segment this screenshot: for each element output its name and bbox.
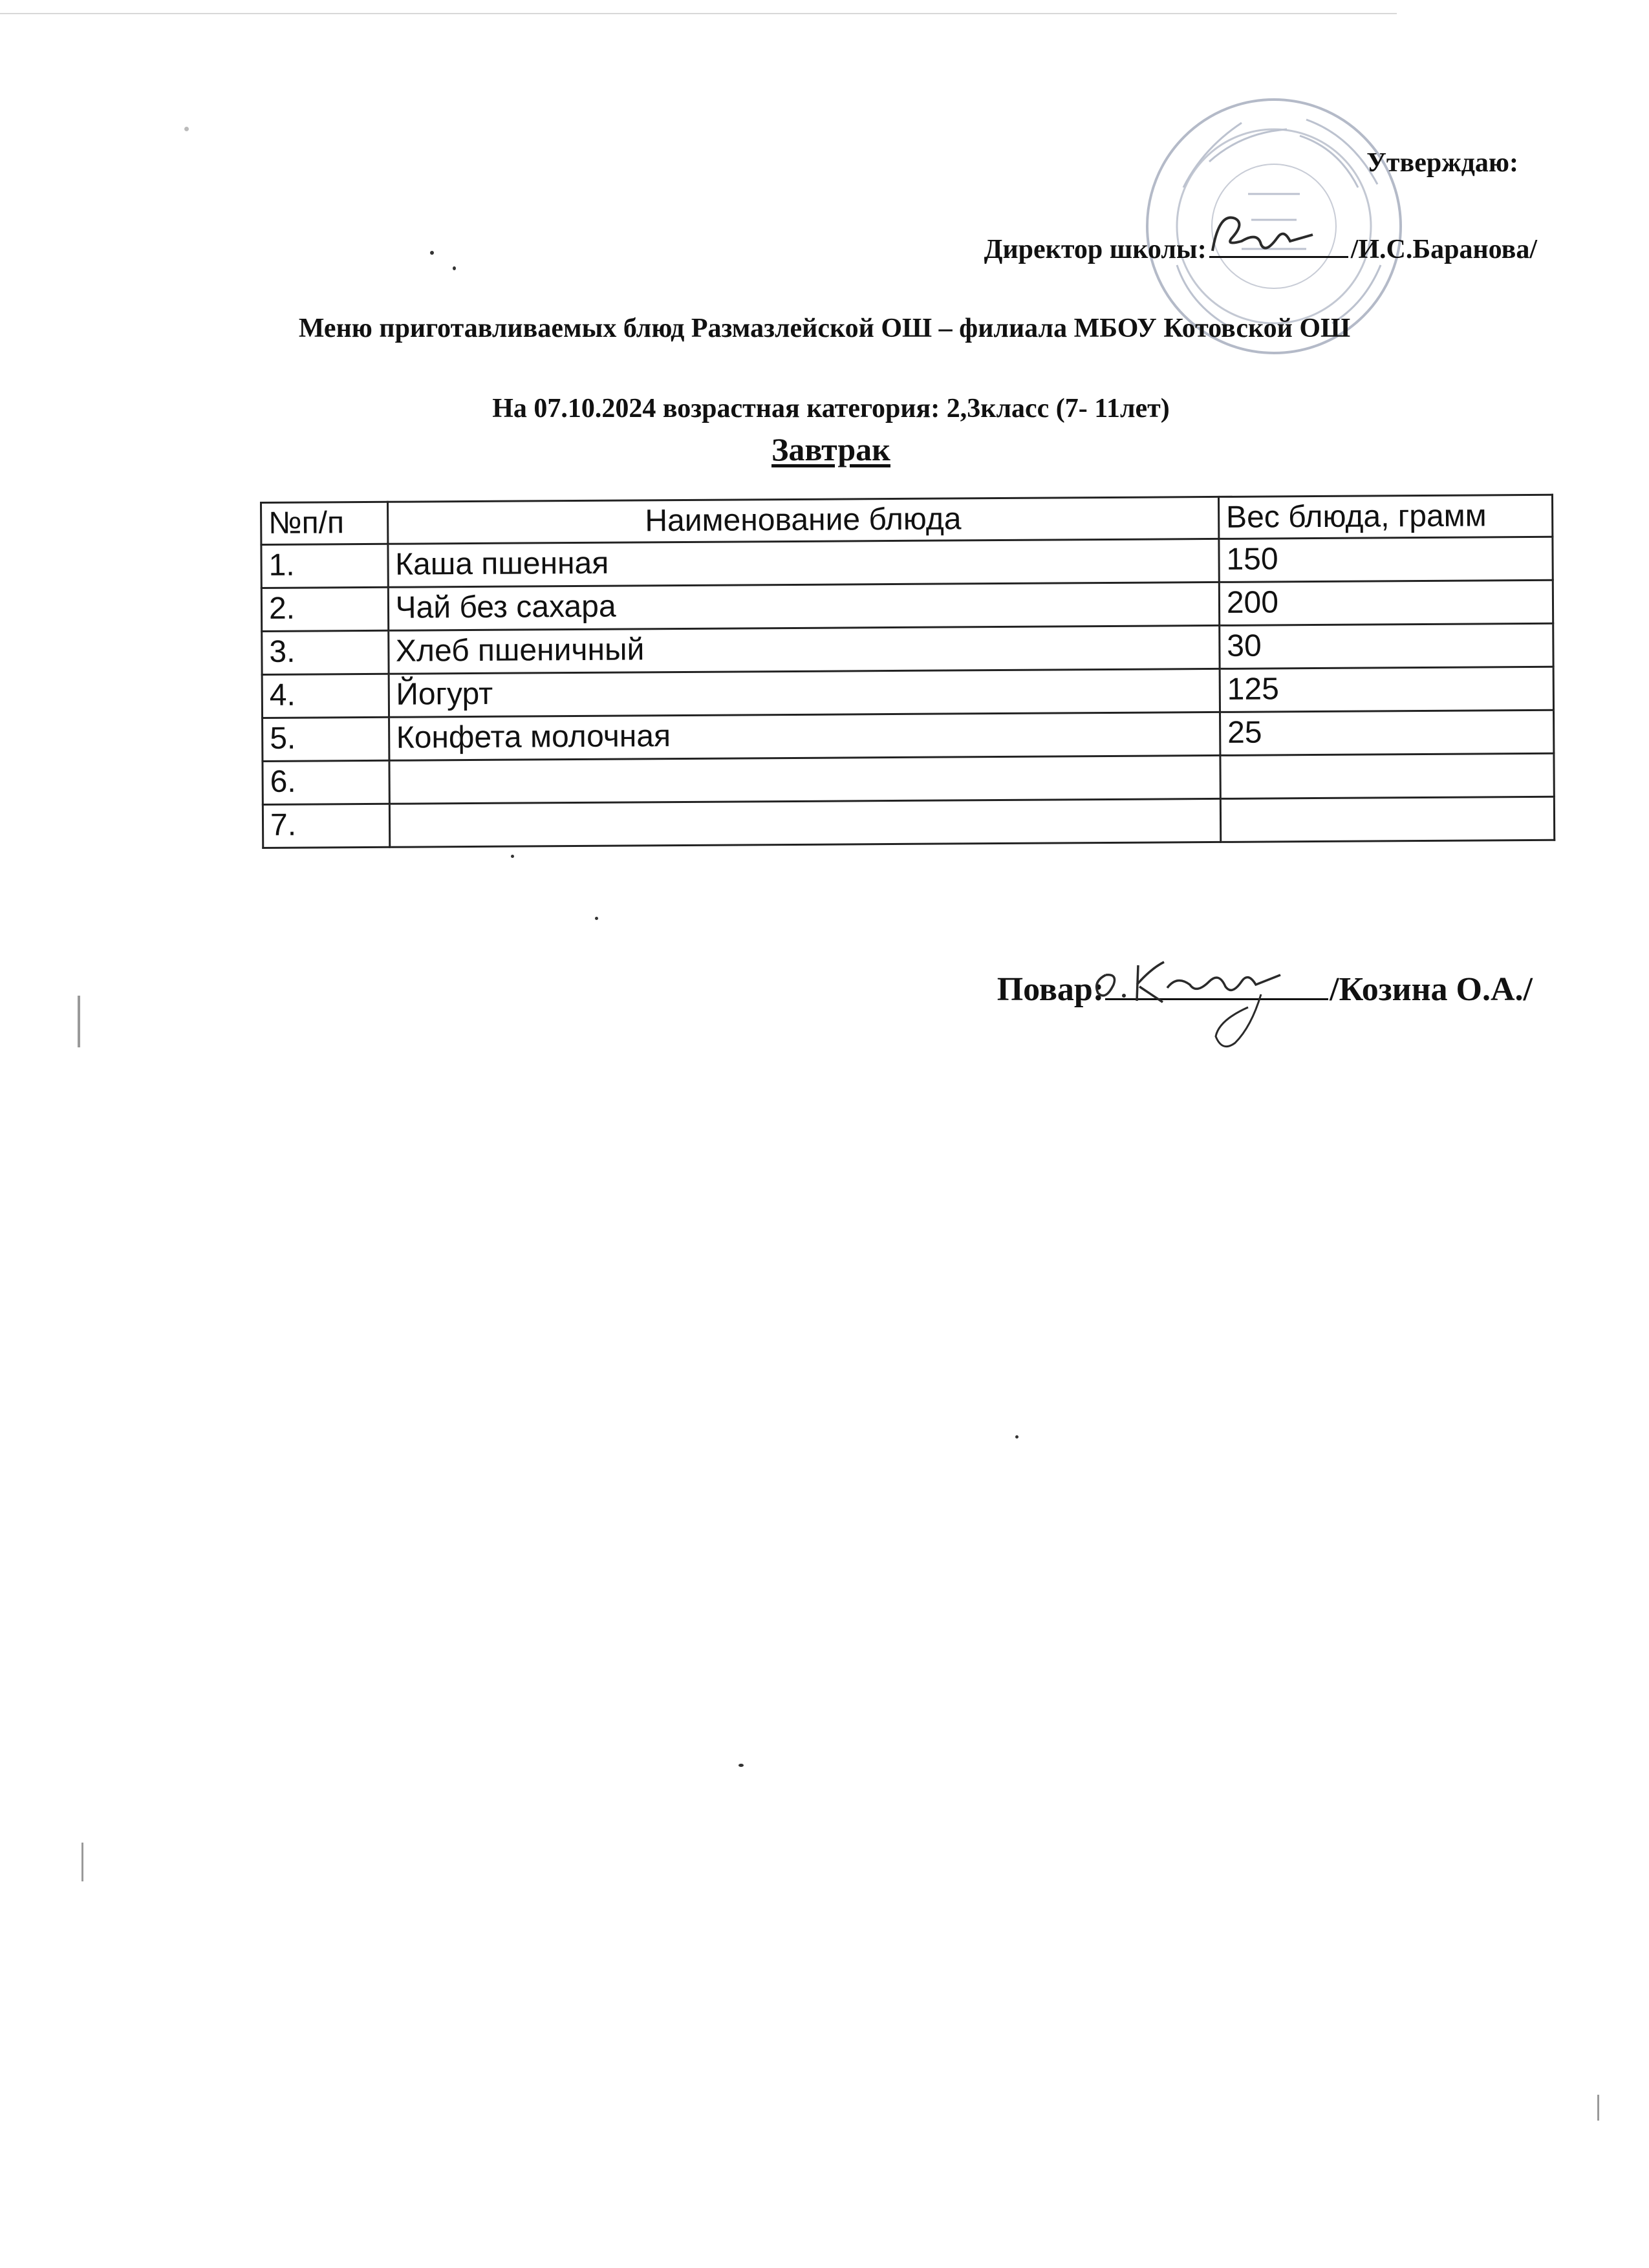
- document-title: Меню приготавливаемых блюд Размазлейской ОШ – филиала МБОУ Котовской ОШ: [298, 314, 1351, 343]
- cook-name: /Козина О.А./: [1330, 971, 1533, 1008]
- row-number: 6.: [263, 760, 389, 804]
- table-row: [261, 537, 1553, 588]
- dish-weight: 25: [1220, 710, 1553, 755]
- cook-label: Повар:: [997, 971, 1105, 1008]
- table-row: [262, 623, 1553, 674]
- row-number: 4.: [262, 674, 389, 718]
- scan-speck: [511, 855, 514, 858]
- dish-weight: [1220, 797, 1554, 842]
- dish-weight: [1220, 753, 1554, 798]
- director-signature: [1206, 206, 1322, 264]
- dish-name: Хлеб пшеничный: [388, 625, 1220, 674]
- row-number: 5.: [263, 717, 389, 761]
- scan-speck: [184, 127, 189, 131]
- table-row: [263, 753, 1554, 804]
- scan-edge-mark: [78, 996, 80, 1047]
- scan-speck: [453, 266, 456, 270]
- dish-name: Каша пшенная: [387, 539, 1219, 587]
- scan-edge-mark: [81, 1843, 83, 1881]
- scan-speck: [430, 251, 434, 255]
- table-header-row: [261, 495, 1553, 544]
- scan-edge-mark: [1597, 2095, 1599, 2121]
- dish-name: Йогурт: [389, 669, 1220, 717]
- scan-speck: [738, 1764, 744, 1767]
- scan-speck: [595, 917, 598, 920]
- dish-weight: 125: [1220, 667, 1553, 712]
- table-row: [263, 797, 1554, 848]
- header-number: №п/п: [261, 502, 388, 544]
- table-row: [261, 580, 1553, 631]
- row-number: 2.: [261, 587, 388, 631]
- approval-label: Утверждаю:: [1366, 148, 1518, 178]
- meal-heading: Завтрак: [771, 431, 890, 467]
- row-number: 3.: [262, 630, 389, 674]
- table-row: [262, 667, 1553, 718]
- dish-name: Конфета молочная: [389, 712, 1220, 760]
- director-label: Директор школы:: [984, 235, 1207, 264]
- dish-name: [389, 798, 1221, 847]
- scan-edge-mark: [0, 13, 1397, 14]
- scan-speck: [1015, 1435, 1018, 1439]
- date-and-age-category: На 07.10.2024 возрастная категория: 2,3класс (7- 11лет): [492, 394, 1170, 423]
- header-weight: Вес блюда, грамм: [1218, 495, 1552, 539]
- menu-table: [260, 494, 1555, 849]
- row-number: 7.: [263, 804, 389, 848]
- table-row: [263, 710, 1554, 761]
- dish-weight: 30: [1220, 623, 1553, 669]
- row-number: 1.: [261, 544, 388, 588]
- cook-signature: [1086, 956, 1306, 1053]
- dish-weight: 200: [1219, 580, 1553, 625]
- dish-name: Чай без сахара: [388, 582, 1220, 630]
- dish-weight: 150: [1219, 537, 1553, 582]
- dish-name: [389, 755, 1220, 804]
- header-dish-name: Наименование блюда: [387, 497, 1219, 544]
- director-name: /И.С.Баранова/: [1350, 235, 1537, 264]
